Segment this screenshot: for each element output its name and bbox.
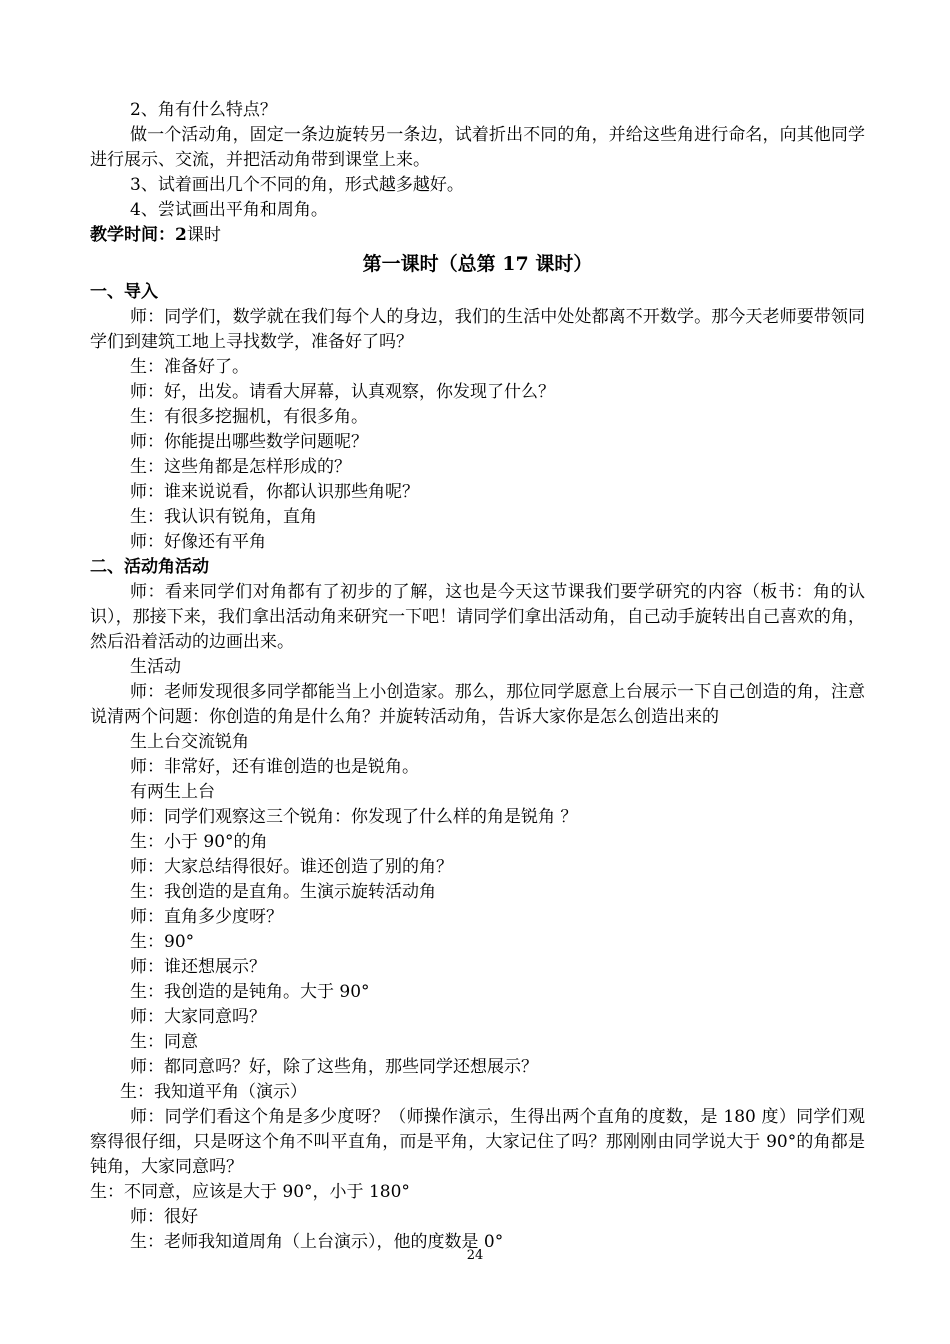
section-heading-intro: 一、导入 (90, 282, 158, 302)
text-line: 2、角有什么特点？ (130, 100, 277, 120)
dialogue-line: 生：小于 90°的角 (130, 832, 268, 852)
text-line: 3、试着画出几个不同的角，形式越多越好。 (130, 175, 464, 195)
dialogue-line: 生：准备好了。 (130, 357, 249, 377)
dialogue-line: 生上台交流锐角 (130, 732, 249, 752)
paragraph: 做一个活动角，固定一条边旋转另一条边，试着折出不同的角，并给这些角进行命名，向其他同学进行展示、交流，并把活动角带到课堂上来。 (90, 125, 865, 170)
dialogue-line: 师：好像还有平角 (130, 532, 266, 552)
dialogue-line: 师：你能提出哪些数学问题呢？ (130, 432, 368, 452)
teaching-time-unit: 课时 (186, 225, 221, 245)
lesson-title: 第一课时（总第 17 课时） (362, 253, 593, 275)
dialogue-line: 生：不同意，应该是大于 90°，小于 180° (90, 1182, 410, 1202)
dialogue-line: 生活动 (130, 657, 181, 677)
dialogue-line: 生：我认识有锐角，直角 (130, 507, 317, 527)
dialogue-line: 师：谁还想展示？ (130, 957, 266, 977)
paragraph: 师：老师发现很多同学都能当上小创造家。那么，那位同学愿意上台展示一下自己创造的角，注意说清两个问题：你创造的角是什么角？并旋转活动角，告诉大家你是怎么创造出来的 (90, 682, 865, 727)
dialogue-line: 生：我创造的是直角。生演示旋转活动角 (130, 882, 436, 902)
dialogue-line: 生：我创造的是钝角。大于 90° (130, 982, 370, 1002)
dialogue-line: 师：都同意吗？好，除了这些角，那些同学还想展示？ (130, 1057, 538, 1077)
dialogue-line: 师：直角多少度呀？ (130, 907, 283, 927)
section-heading-activity: 二、活动角活动 (90, 557, 209, 577)
page-content (90, 98, 865, 1255)
teaching-time (90, 223, 865, 248)
dialogue-line: 师：谁来说说看，你都认识那些角呢？ (130, 482, 419, 502)
dialogue-line: 师：非常好，还有谁创造的也是锐角。 (130, 757, 419, 777)
dialogue-line: 师：好，出发。请看大屏幕，认真观察，你发现了什么？ (130, 382, 555, 402)
teaching-time-label: 教学时间：2 (90, 225, 187, 245)
dialogue-line: 生：同意 (130, 1032, 198, 1052)
paragraph: 师：看来同学们对角都有了初步的了解，这也是今天这节课我们要学研究的内容（板书：角的认识），那接下来，我们拿出活动角来研究一下吧！请同学们拿出活动角，自己动手旋转出自己喜欢的角，然后沿着活动的边画出来。 (90, 582, 865, 652)
paragraph: 师：同学们，数学就在我们每个人的身边，我们的生活中处处都离不开数学。那今天老师要带领同学们到建筑工地上寻找数学，准备好了吗？ (90, 307, 865, 352)
dialogue-line: 生：90° (130, 932, 195, 952)
paragraph: 师：同学们看这个角是多少度呀？（师操作演示，生得出两个直角的度数，是 180 度）同学们观察得很仔细，只是呀这个角不叫平直角，而是平角，大家记住了吗？那刚刚由同学说大于 90°的角都是钝角，大家同意吗？ (90, 1107, 865, 1177)
dialogue-line: 有两生上台 (130, 782, 215, 802)
dialogue-line: 师：很好 (130, 1207, 198, 1227)
page-number: 24 (466, 1248, 484, 1263)
text-line: 4、尝试画出平角和周角。 (130, 200, 328, 220)
dialogue-line: 生：有很多挖掘机，有很多角。 (130, 407, 368, 427)
dialogue-line: 生：老师我知道周角（上台演示），他的度数是 0° (130, 1232, 504, 1252)
dialogue-line: 师：大家总结得很好。谁还创造了别的角？ (130, 857, 453, 877)
dialogue-line: 师：大家同意吗？ (130, 1007, 266, 1027)
dialogue-line: 生：这些角都是怎样形成的？ (130, 457, 351, 477)
dialogue-line: 师：同学们观察这三个锐角：你发现了什么样的角是锐角 ？ (130, 807, 578, 827)
dialogue-line: 生：我知道平角（演示） (120, 1082, 307, 1102)
